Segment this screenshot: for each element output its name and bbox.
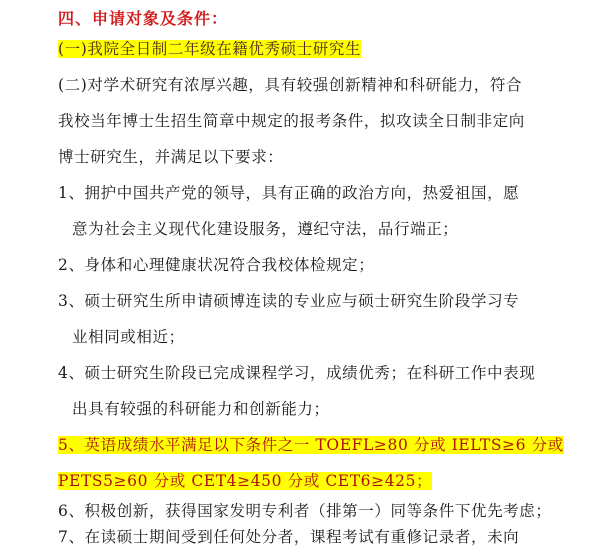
section-heading: 四、申请对象及条件： (58, 9, 229, 28)
subsection-one (58, 38, 361, 60)
requirement-3-cont: 业相同或相近； (72, 328, 185, 346)
requirement-4-cont: 出具有较强的科研能力和创新能力； (72, 400, 330, 418)
requirement-5-text: 5、英语成绩水平满足以下条件之一 TOEFL≥80 分或 IELTS≥6 分或 (58, 436, 564, 454)
subsection-one-text: (一)我院全日制二年级在籍优秀硕士研究生 (58, 40, 362, 58)
requirement-5-line (58, 434, 564, 456)
requirement-2-line: 2、身体和心理健康状况符合我校体检规定； (58, 256, 375, 274)
subsection-two-line: (二)对学术研究有浓厚兴趣，具有较强创新精神和科研能力，符合 (58, 76, 523, 94)
requirement-5-cont (58, 470, 432, 492)
paragraph-line: 博士研究生，并满足以下要求： (58, 148, 284, 166)
requirement-7-line: 7、在读硕士期间受到任何处分者，课程考试有重修记录者，未向 (58, 528, 520, 546)
requirement-4-line: 4、硕士研究生阶段已完成课程学习，成绩优秀；在科研工作中表现 (58, 364, 536, 382)
requirement-6-line: 6、积极创新，获得国家发明专利者（排第一）同等条件下优先考虑； (58, 502, 552, 520)
requirement-1-cont: 意为社会主义现代化建设服务，遵纪守法，品行端正； (72, 220, 459, 238)
paragraph-line: 我校当年博士生招生简章中规定的报考条件，拟攻读全日制非定向 (58, 112, 525, 130)
requirement-1-line: 1、拥护中国共产党的领导，具有正确的政治方向，热爱祖国，愿 (58, 184, 520, 202)
requirement-3-line: 3、硕士研究生所申请硕博连读的专业应与硕士研究生阶段学习专 (58, 292, 520, 310)
requirement-5-cont-text: PETS5≥60 分或 CET4≥450 分或 CET6≥425； (58, 472, 433, 490)
